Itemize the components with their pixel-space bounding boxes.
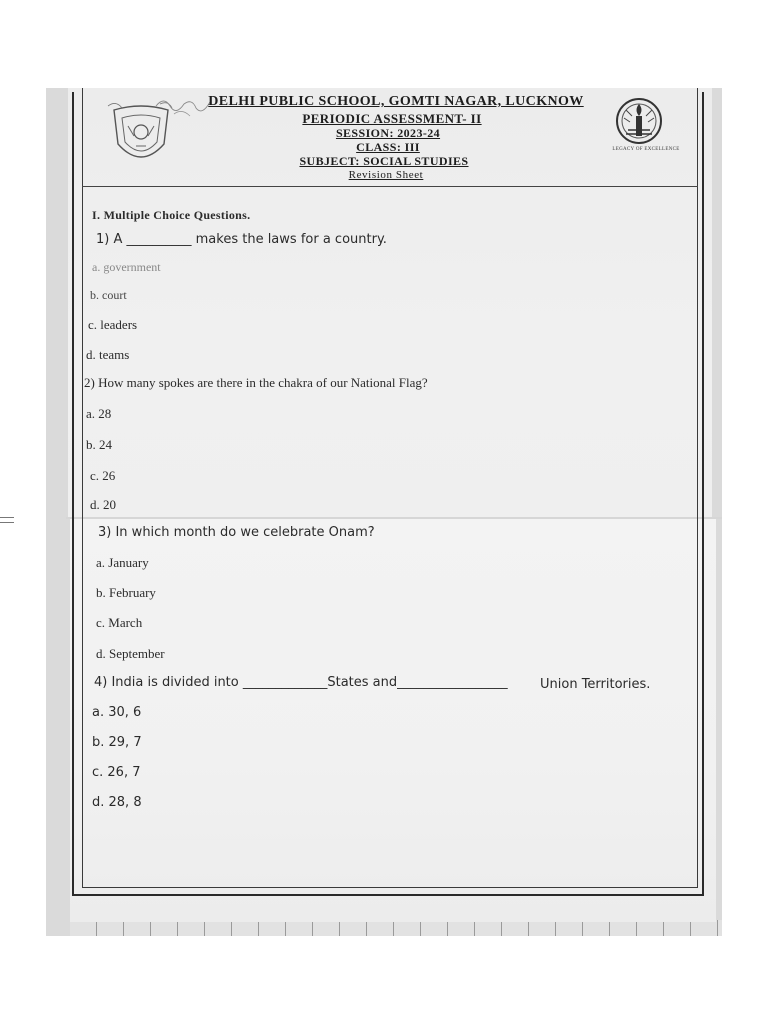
question-4-end: Union Territories. xyxy=(540,677,651,692)
question-1-option-d: d. teams xyxy=(86,347,130,362)
question-2-option-a: a. 28 xyxy=(86,406,112,421)
header-divider xyxy=(82,186,698,187)
question-2: 2) How many spokes are there in the chakra of our National Flag? xyxy=(84,375,428,390)
question-2-option-d: d. 20 xyxy=(90,497,116,512)
question-3-option-b: b. February xyxy=(96,585,156,600)
question-4-option-c: c. 26, 7 xyxy=(92,765,141,780)
question-4-option-a: a. 30, 6 xyxy=(92,705,142,720)
school-name: DELHI PUBLIC SCHOOL, GOMTI NAGAR, LUCKNOW xyxy=(208,94,584,109)
question-1-option-b: b. court xyxy=(90,288,127,302)
question-2-option-c: c. 26 xyxy=(90,468,116,483)
question-3: 3) In which month do we celebrate Onam? xyxy=(98,525,375,540)
school-motto: LEGACY OF EXCELLENCE xyxy=(612,147,680,152)
question-3-option-a: a. January xyxy=(96,555,149,570)
subject-label: SUBJECT: SOCIAL STUDIES xyxy=(299,154,469,168)
question-4-option-b: b. 29, 7 xyxy=(92,735,142,750)
photographed-sheet xyxy=(46,88,722,936)
sheet-type-label: Revision Sheet xyxy=(348,169,424,181)
class-label: CLASS: III xyxy=(356,140,420,154)
section-title: I. Multiple Choice Questions. xyxy=(92,208,251,222)
exam-name: PERIODIC ASSESSMENT- II xyxy=(302,111,482,126)
question-3-option-d: d. September xyxy=(96,646,165,661)
question-1: 1) A __________ makes the laws for a country. xyxy=(96,232,387,247)
session-label: SESSION: 2023-24 xyxy=(335,126,441,140)
grid-paper-strip xyxy=(70,920,722,936)
question-4-option-d: d. 28, 8 xyxy=(92,795,142,810)
torch-emblem-icon xyxy=(614,96,664,152)
question-1-option-c: c. leaders xyxy=(88,317,138,332)
question-3-option-c: c. March xyxy=(96,615,143,630)
question-2-option-b: b. 24 xyxy=(86,437,112,452)
margin-mark xyxy=(0,517,14,523)
question-1-option-a: a. government xyxy=(92,260,161,274)
question-4: 4) India is divided into _____________States and_________________ xyxy=(94,675,508,690)
